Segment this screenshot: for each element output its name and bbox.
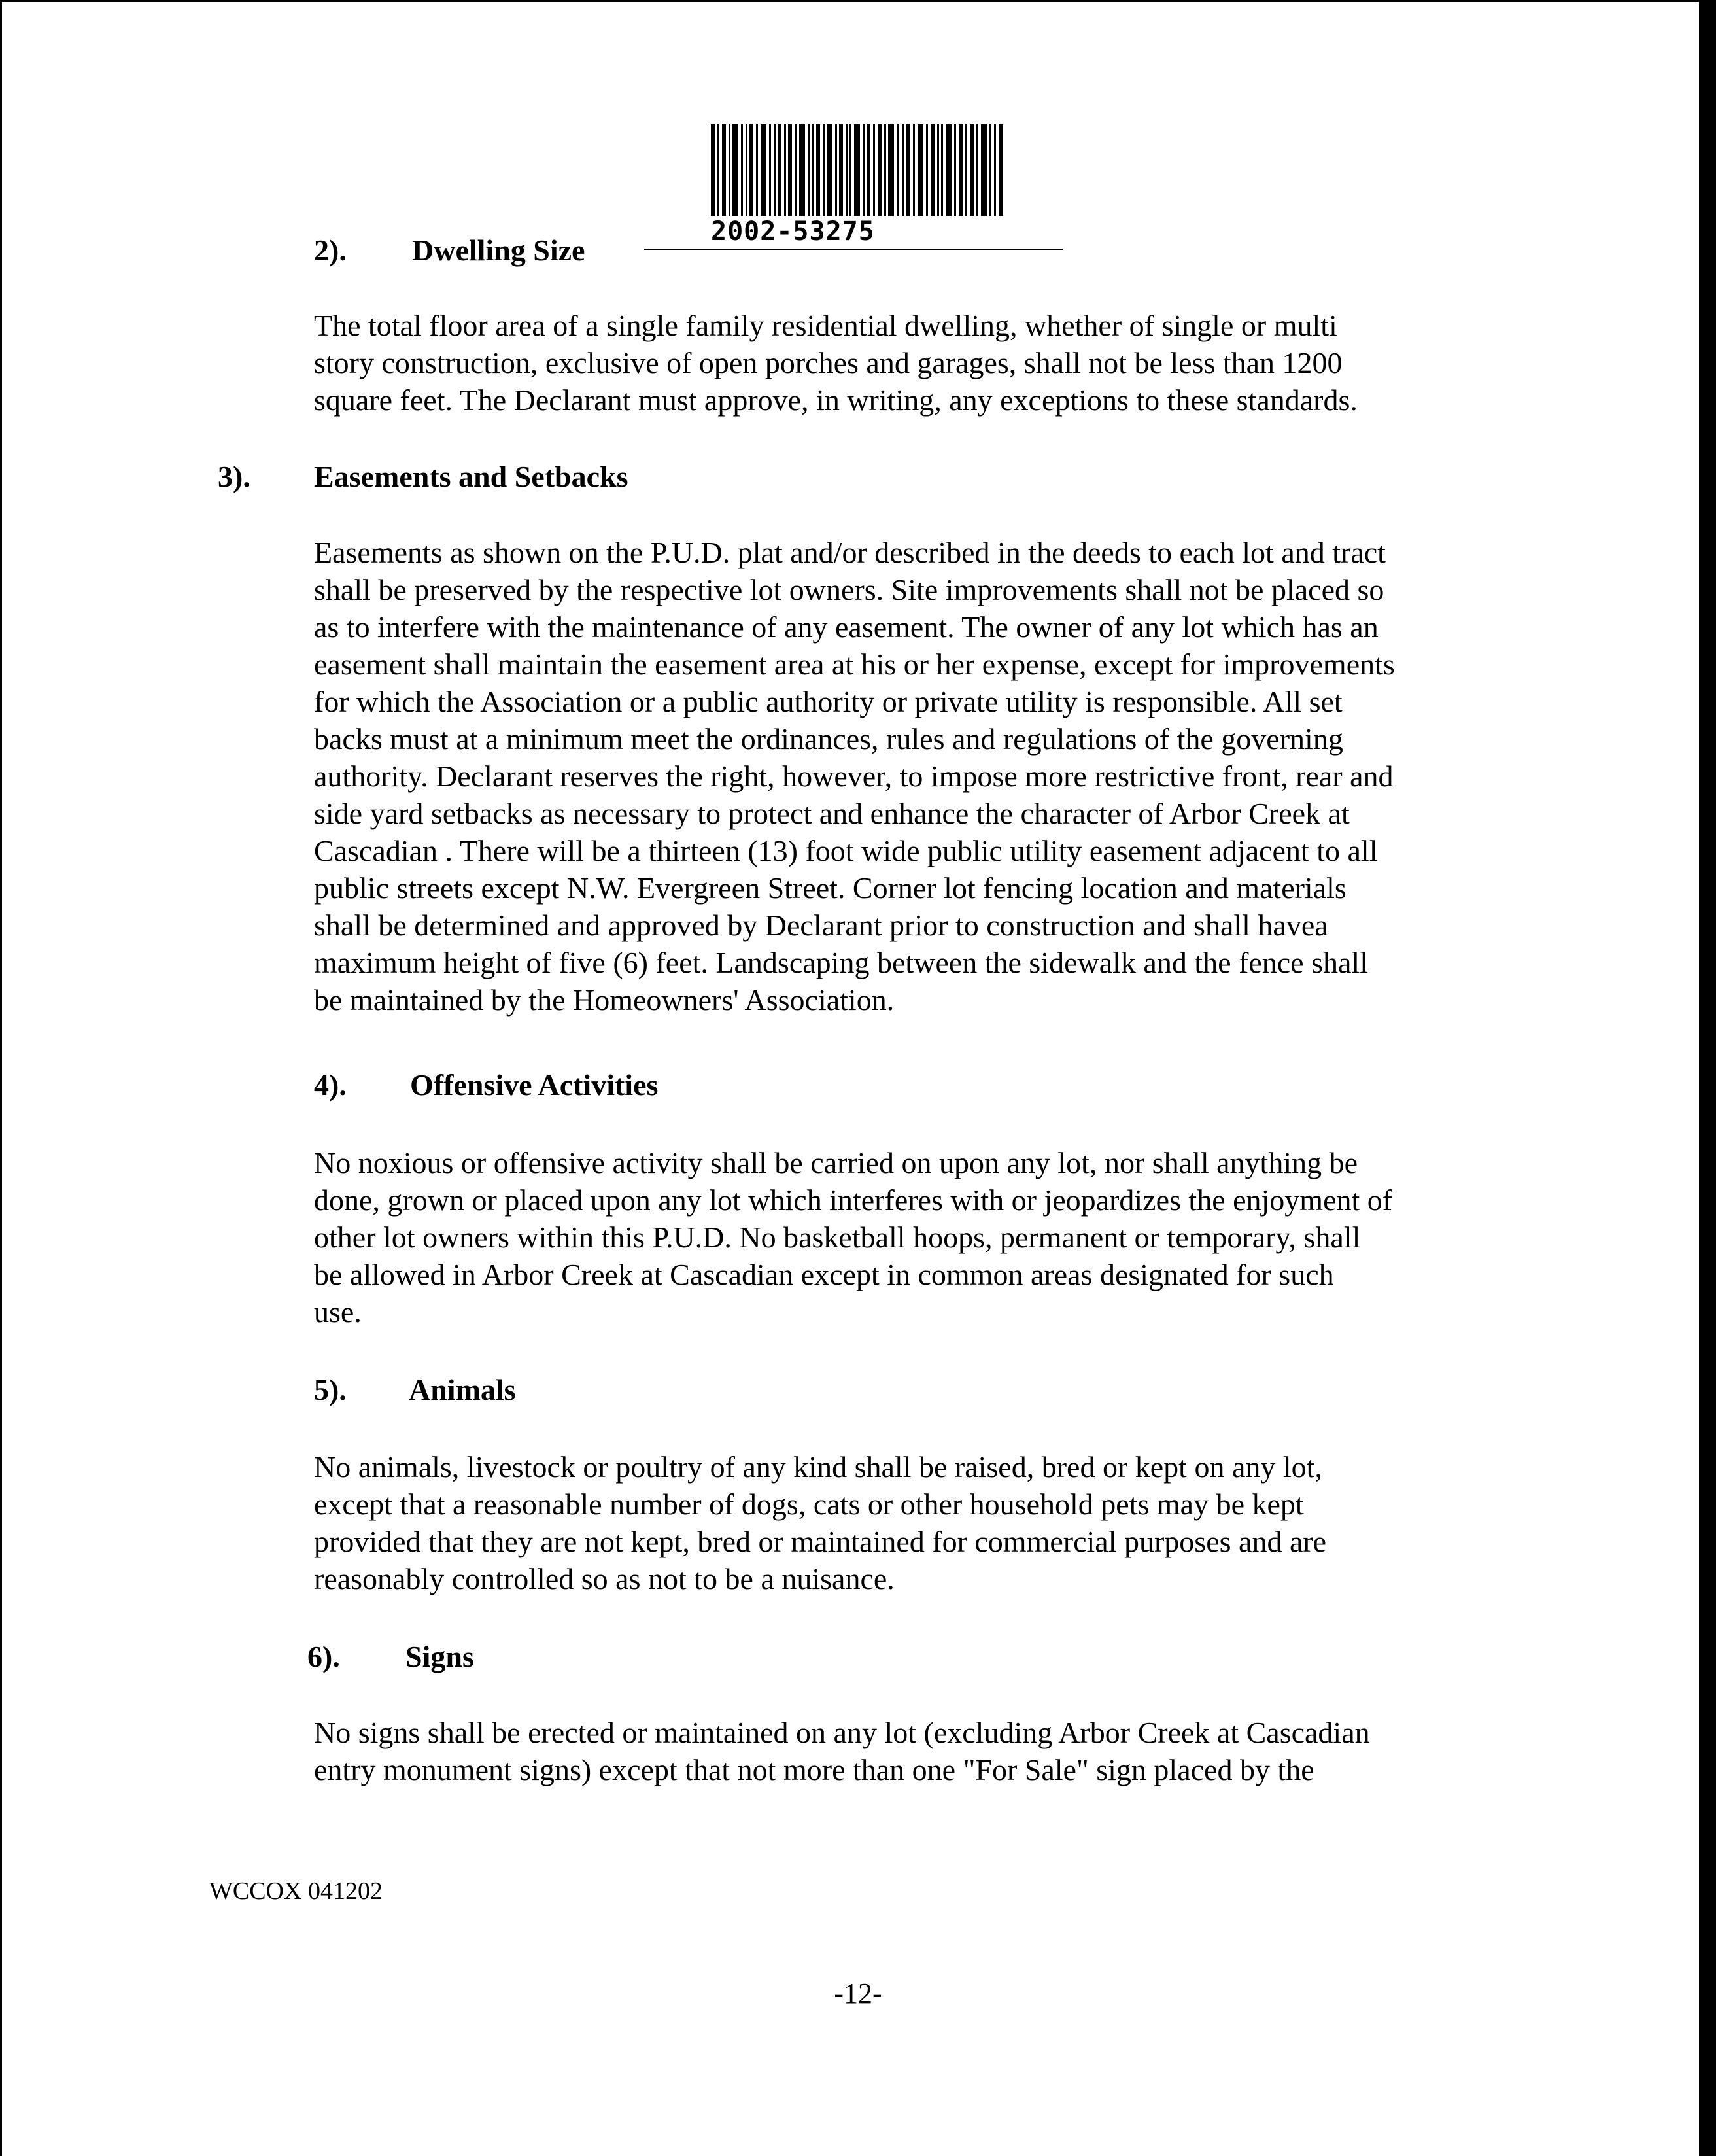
text-line: No signs shall be erected or maintained on any lot (excluding Arbor Creek at Cascadian [314,1716,1370,1749]
section-number: 5). [314,1373,347,1406]
text-line: No animals, livestock or poultry of any kind shall be raised, bred or kept on any lot, [314,1450,1322,1484]
text-line: be maintained by the Homeowners' Association. [314,983,895,1017]
section-paragraph [314,1448,1511,1597]
text-line: provided that they are not kept, bred or maintained for commercial purposes and are [314,1525,1327,1558]
barcode-image [711,124,1003,216]
text-line: shall be determined and approved by Declarant prior to construction and shall havea [314,909,1328,942]
text-line: square feet. The Declarant must approve, in writing, any exceptions to these standards. [314,383,1358,417]
text-line: for which the Association or a public authority or private utility is responsible. All set [314,685,1343,718]
page-border-left [0,0,2,2156]
text-line: as to interfere with the maintenance of any easement. The owner of any lot which has an [314,610,1379,644]
section-paragraph [314,307,1511,419]
section-number: 2). [314,234,347,267]
section-title: Dwelling Size [412,234,585,267]
text-line: use. [314,1295,362,1329]
text-line: Easements as shown on the P.U.D. plat and/or described in the deeds to each lot and tract [314,536,1386,569]
text-line: story construction, exclusive of open porches and garages, shall not be less than 1200 [314,346,1343,379]
barcode-number: 2002-53275 [711,217,875,247]
text-line: public streets except N.W. Evergreen Street. Corner lot fencing location and materials [314,871,1347,905]
text-line: reasonably controlled so as not to be a nuisance. [314,1562,895,1595]
section-number: 6). [307,1640,340,1673]
text-line: other lot owners within this P.U.D. No basketball hoops, permanent or temporary, shall [314,1221,1361,1254]
section-number: 4). [314,1068,347,1102]
section-title: Animals [409,1373,516,1406]
section-title: Offensive Activities [410,1068,659,1102]
text-line: Cascadian . There will be a thirteen (13) foot wide public utility easement adjacent to all [314,834,1378,867]
section-title: Signs [405,1640,474,1673]
barcode-underline [644,249,1063,250]
text-line: side yard setbacks as necessary to protect and enhance the character of Arbor Creek at [314,797,1350,830]
section-paragraph [314,1714,1511,1788]
text-line: done, grown or placed upon any lot which interferes with or jeopardizes the enjoyment of [314,1183,1393,1217]
text-line: No noxious or offensive activity shall be carried on upon any lot, nor shall anything be [314,1146,1358,1179]
text-line: authority. Declarant reserves the right, however, to impose more restrictive front, rear and [314,759,1394,793]
text-line: be allowed in Arbor Creek at Cascadian except in common areas designated for such [314,1258,1334,1291]
section-paragraph [314,534,1511,1018]
text-line: easement shall maintain the easement area at his or her expense, except for improvements [314,648,1395,681]
page-number: -12- [834,1977,882,2009]
text-line: maximum height of five (6) feet. Landscaping between the sidewalk and the fence shall [314,946,1368,979]
page-border-right [1699,0,1716,2156]
text-line: The total floor area of a single family residential dwelling, whether of single or multi [314,309,1337,342]
section-title: Easements and Setbacks [314,460,628,493]
section-paragraph [314,1144,1511,1330]
section-number: 3). [218,460,250,493]
page-border-top [0,0,1716,2]
text-line: except that a reasonable number of dogs, cats or other household pets may be kept [314,1487,1304,1521]
text-line: backs must at a minimum meet the ordinances, rules and regulations of the governing [314,722,1343,756]
document-code: WCCOX 041202 [209,1877,383,1905]
text-line: entry monument signs) except that not more than one "For Sale" sign placed by the [314,1753,1314,1786]
text-line: shall be preserved by the respective lot owners. Site improvements shall not be placed so [314,573,1384,606]
